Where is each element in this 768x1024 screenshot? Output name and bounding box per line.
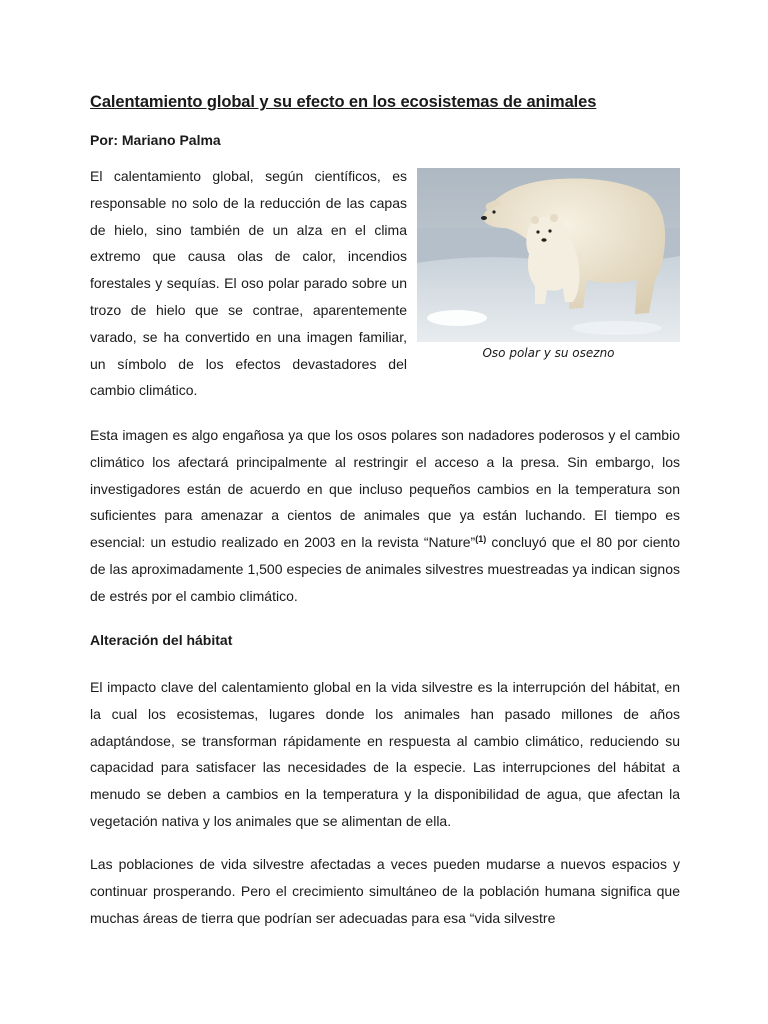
paragraph-habitat-impact: El impacto clave del calentamiento global en la vida silvestre es la interrupción del hábitat, en la cual los ecosistemas, lugares donde los animales han pasado millones de años adaptándose, se transforman rápidamente en respuesta al cambio climático, reduciendo su capacidad para satisfacer las necesidades de la especie. Las interrupciones del hábitat a menudo se deben a cambios en la temperatura y la disponibilidad de agua, que afectan la vegetación nativa y los animales que se alimentan de ella. [90,679,680,829]
paragraph-populations: Las poblaciones de vida silvestre afectadas a veces pueden mudarse a nuevos espacios y continuar prosperando. Pero el crecimiento simultáneo de la población humana significa que muchas áreas de tierra que podrían ser adecuadas para esa “vida silvestre [90,856,680,926]
figure-caption: Oso polar y su osezno [482,346,615,360]
polar-bear-photo [417,168,680,342]
author-line: Por: Mariano Palma [90,132,221,148]
document-title: Calentamiento global y su efecto en los ecosistemas de animales [90,93,597,111]
paragraph-research-text-b: concluyó que el 80 por ciento de las aproximadamente 1,500 especies de animales silvestres muestreadas ya indican signos de estrés por el cambio climático. [90,534,681,604]
section-heading-habitat: Alteración del hábitat [90,632,233,648]
footnote-reference: (1) [475,534,487,545]
paragraph-intro: El calentamiento global, según científicos, es responsable no solo de la reducción de las capas de hielo, sino también de un alza en el clima extremo que causa olas de calor, incendios forestales y sequías. El oso polar parado sobre un trozo de hielo que se contrae, aparentemente varado, se ha convertido en una imagen familiar, un símbolo de los efectos devastadores del cambio climático. [90,168,407,399]
paragraph-research [90,422,680,610]
paragraph-research-text-a: Esta imagen es algo engañosa ya que los osos polares son nadadores poderosos y el cambio climático los afectará principalmente al restringir el acceso a la presa. Sin embargo, los investigadores están de acuerdo en que incluso pequeños cambios en la temperatura son suficientes para amenazar a cientos de animales que ya están luchando. El tiempo es esencial: un estudio realizado en 2003 en la revista “Nature” [90,427,680,551]
